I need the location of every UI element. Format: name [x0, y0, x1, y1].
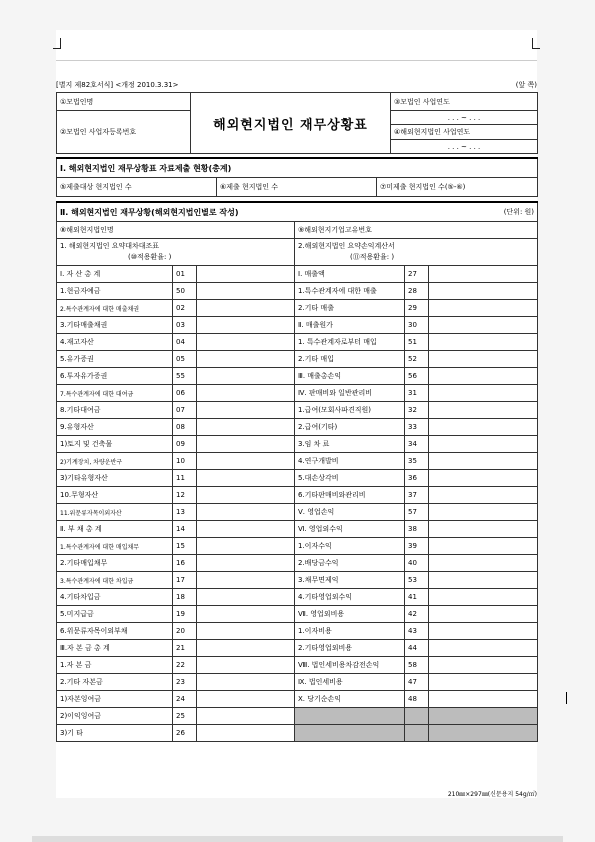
is-item-code: 41	[405, 589, 429, 606]
bs-item-label: 2)기계장치, 차량운반구	[57, 453, 173, 470]
bs-item-label: 11.위문류자목이외자산	[57, 504, 173, 521]
table-row	[57, 623, 538, 640]
page-header-area	[56, 30, 537, 61]
is-item-amount[interactable]	[429, 300, 538, 317]
is-item-amount[interactable]	[429, 385, 538, 402]
is-item-label: Ⅳ. 판매비와 일반관리비	[295, 385, 405, 402]
is-item-amount[interactable]	[429, 623, 538, 640]
unit-label: (단위: 원)	[405, 202, 538, 222]
is-item-amount[interactable]	[429, 470, 538, 487]
bs-item-label: 10.무형자산	[57, 487, 173, 504]
is-header-title: 2.해외현지법인 요약손익계산서	[298, 242, 395, 250]
bs-item-amount[interactable]	[197, 691, 295, 708]
is-item-label: Ⅹ. 당기순손익	[295, 691, 405, 708]
bs-item-label: 1.특수관계자에 대한 매입채무	[57, 538, 173, 555]
bs-item-label: 5.유가증권	[57, 351, 173, 368]
table-row	[57, 640, 538, 657]
table-row	[57, 589, 538, 606]
is-item-amount[interactable]	[429, 572, 538, 589]
bs-item-amount[interactable]	[197, 572, 295, 589]
bs-item-label: 1.현금자예금	[57, 283, 173, 300]
bs-item-amount[interactable]	[197, 657, 295, 674]
field-sub-id[interactable]: ⑨해외현지기업고유번호	[295, 222, 538, 239]
is-item-amount	[429, 708, 538, 725]
table-row	[57, 487, 538, 504]
bs-item-code: 11	[173, 470, 197, 487]
table-row	[57, 674, 538, 691]
horizontal-scrollbar[interactable]	[32, 836, 563, 842]
is-item-label	[295, 725, 405, 742]
bs-item-amount[interactable]	[197, 555, 295, 572]
bs-item-amount[interactable]	[197, 606, 295, 623]
is-item-amount[interactable]	[429, 453, 538, 470]
is-item-code: 48	[405, 691, 429, 708]
bs-item-label: Ⅱ. 부 채 총 계	[57, 521, 173, 538]
is-item-label: 2.기타영업외비용	[295, 640, 405, 657]
is-item-label: Ⅷ. 법인세비용차감전손익	[295, 657, 405, 674]
table-row	[57, 504, 538, 521]
field-parent-biz-number[interactable]: ②모법인 사업자등록번호	[57, 111, 191, 154]
bs-item-amount[interactable]	[197, 368, 295, 385]
crop-mark	[532, 48, 540, 49]
bs-item-amount[interactable]	[197, 436, 295, 453]
is-item-code: 40	[405, 555, 429, 572]
is-item-amount[interactable]	[429, 589, 538, 606]
is-item-code: 39	[405, 538, 429, 555]
form-label: [별지 제82호서식] <개정 2010.3.31>	[56, 81, 179, 89]
is-item-code	[405, 725, 429, 742]
bs-item-label: 2)이익잉여금	[57, 708, 173, 725]
form-title: 해외현지법인 재무상황표	[191, 93, 391, 154]
is-header-rate[interactable]: (⑪적용환율: )	[350, 253, 395, 261]
bs-item-code: 50	[173, 283, 197, 300]
table-row	[57, 572, 538, 589]
is-header	[295, 239, 538, 266]
bs-item-amount[interactable]	[197, 266, 295, 283]
is-item-label: 1.이자수익	[295, 538, 405, 555]
table-row	[57, 402, 538, 419]
bs-item-code: 16	[173, 555, 197, 572]
table-row	[57, 708, 538, 725]
table-row	[57, 606, 538, 623]
table-row	[57, 419, 538, 436]
bs-item-label: 1)토지 및 건축물	[57, 436, 173, 453]
bs-item-label: 3)기타유형자산	[57, 470, 173, 487]
is-item-label: Ⅲ. 매출총손익	[295, 368, 405, 385]
bs-item-amount[interactable]	[197, 283, 295, 300]
is-item-code: 38	[405, 521, 429, 538]
is-item-label: 3.채무면제익	[295, 572, 405, 589]
bs-item-code: 15	[173, 538, 197, 555]
bs-item-code: 21	[173, 640, 197, 657]
bs-item-code: 12	[173, 487, 197, 504]
bs-item-label: 2.기타 자본금	[57, 674, 173, 691]
is-item-amount	[429, 725, 538, 742]
bs-item-code: 07	[173, 402, 197, 419]
section2-title: Ⅱ. 해외현지법인 재무상황(해외현지법인별로 작성)	[57, 202, 405, 222]
bs-item-code: 01	[173, 266, 197, 283]
is-item-label: Ⅴ. 영업손익	[295, 504, 405, 521]
s1-missing-count[interactable]: ⑦미제출 현지법인 수(⑤-⑥)	[377, 178, 538, 197]
is-item-amount[interactable]	[429, 419, 538, 436]
is-item-label: Ⅶ. 영업외비용	[295, 606, 405, 623]
bs-item-code: 06	[173, 385, 197, 402]
paper-spec: 210㎜×297㎜(신문용지 54g/㎡)	[447, 791, 537, 798]
bs-item-amount[interactable]	[197, 725, 295, 742]
bs-item-label: 6.투자유가증권	[57, 368, 173, 385]
bs-item-amount[interactable]	[197, 385, 295, 402]
field-sub-name[interactable]: ⑧해외현지법인명	[57, 222, 295, 239]
bs-item-code: 55	[173, 368, 197, 385]
bs-item-label: 3.기타매출채권	[57, 317, 173, 334]
is-item-amount[interactable]	[429, 283, 538, 300]
bs-item-label: 9.유형자산	[57, 419, 173, 436]
is-item-code: 32	[405, 402, 429, 419]
bs-item-amount[interactable]	[197, 589, 295, 606]
is-item-amount[interactable]	[429, 538, 538, 555]
table-row	[57, 436, 538, 453]
s1-submitted-count[interactable]: ⑥제출 현지법인 수	[217, 178, 377, 197]
table-row	[57, 521, 538, 538]
is-item-code: 36	[405, 470, 429, 487]
is-item-code: 43	[405, 623, 429, 640]
is-item-code: 57	[405, 504, 429, 521]
is-item-amount[interactable]	[429, 504, 538, 521]
bs-item-code: 19	[173, 606, 197, 623]
bs-item-label: 2.기타매입채무	[57, 555, 173, 572]
is-item-label: Ⅰ. 매출액	[295, 266, 405, 283]
bs-item-code: 25	[173, 708, 197, 725]
bs-item-amount[interactable]	[197, 334, 295, 351]
table-row	[57, 470, 538, 487]
bs-item-amount[interactable]	[197, 351, 295, 368]
bs-item-amount[interactable]	[197, 419, 295, 436]
table-row	[57, 334, 538, 351]
table-row	[57, 691, 538, 708]
is-item-amount[interactable]	[429, 334, 538, 351]
bs-item-code: 14	[173, 521, 197, 538]
bs-item-label: Ⅰ. 자 산 총 계	[57, 266, 173, 283]
is-item-amount[interactable]	[429, 402, 538, 419]
document-page	[56, 30, 537, 798]
bs-item-amount[interactable]	[197, 521, 295, 538]
bs-item-label: 5.미지급금	[57, 606, 173, 623]
bs-item-label: 3.특수관계자에 대한 차입금	[57, 572, 173, 589]
table-row	[57, 725, 538, 742]
bs-item-amount[interactable]	[197, 640, 295, 657]
is-item-amount[interactable]	[429, 657, 538, 674]
is-item-code: 42	[405, 606, 429, 623]
table-row	[57, 283, 538, 300]
bs-item-label: 6.위문류자목이외부채	[57, 623, 173, 640]
bs-item-label: Ⅲ.자 본 금 총 계	[57, 640, 173, 657]
is-item-code: 35	[405, 453, 429, 470]
crop-mark	[60, 38, 61, 48]
bs-item-amount[interactable]	[197, 487, 295, 504]
is-item-code: 52	[405, 351, 429, 368]
is-item-amount[interactable]	[429, 317, 538, 334]
bs-item-code: 18	[173, 589, 197, 606]
bs-header-title: 1. 해외현지법인 요약대차대조표	[60, 242, 160, 250]
is-item-label: 1.특수관계자에 대한 매출	[295, 283, 405, 300]
is-item-label: 3.임 차 료	[295, 436, 405, 453]
is-item-label: 1. 특수관계자로부터 매입	[295, 334, 405, 351]
bs-item-amount[interactable]	[197, 300, 295, 317]
crop-mark	[53, 48, 61, 49]
field-parent-fiscal-year[interactable]: ③모법인 사업연도	[391, 93, 538, 111]
bs-item-code: 17	[173, 572, 197, 589]
field-sub-fiscal-year[interactable]: ④해외현지법인 사업연도	[391, 125, 538, 140]
bs-item-label: 4.재고자산	[57, 334, 173, 351]
bs-item-amount[interactable]	[197, 674, 295, 691]
bs-item-code: 05	[173, 351, 197, 368]
table-row	[57, 300, 538, 317]
is-item-code: 44	[405, 640, 429, 657]
is-item-label: 5.대손상각비	[295, 470, 405, 487]
bs-item-code: 13	[173, 504, 197, 521]
text-cursor	[566, 692, 567, 704]
bs-item-label: 4.기타차입금	[57, 589, 173, 606]
bs-item-label: 1.자 본 금	[57, 657, 173, 674]
bs-item-amount[interactable]	[197, 317, 295, 334]
table-row	[57, 351, 538, 368]
is-item-label	[295, 708, 405, 725]
is-item-amount[interactable]	[429, 436, 538, 453]
section1-table	[56, 157, 538, 197]
is-item-amount[interactable]	[429, 266, 538, 283]
bs-item-code: 08	[173, 419, 197, 436]
bs-header	[57, 239, 295, 266]
is-item-amount[interactable]	[429, 674, 538, 691]
form-table-area	[56, 92, 537, 742]
header-table	[56, 92, 538, 154]
is-item-label: Ⅱ. 매출원가	[295, 317, 405, 334]
financial-rows	[57, 266, 538, 742]
front-label: (앞 쪽)	[515, 81, 537, 89]
is-item-code: 29	[405, 300, 429, 317]
is-item-code	[405, 708, 429, 725]
is-item-code: 34	[405, 436, 429, 453]
bs-item-code: 20	[173, 623, 197, 640]
bs-item-amount[interactable]	[197, 470, 295, 487]
bs-item-amount[interactable]	[197, 538, 295, 555]
is-item-amount[interactable]	[429, 606, 538, 623]
table-row	[57, 538, 538, 555]
section2-table	[56, 201, 538, 742]
bs-item-label: 7.특수관계자에 대한 대여금	[57, 385, 173, 402]
is-item-code: 30	[405, 317, 429, 334]
bs-item-amount[interactable]	[197, 623, 295, 640]
form-topbar	[56, 80, 537, 90]
is-item-label: Ⅵ. 영업외수익	[295, 521, 405, 538]
table-row	[57, 368, 538, 385]
bs-item-code: 10	[173, 453, 197, 470]
sub-fiscal-date[interactable]: . . . ~ . . .	[391, 140, 538, 154]
bs-header-rate[interactable]: (⑩적용환율: )	[128, 253, 172, 261]
is-item-code: 53	[405, 572, 429, 589]
is-item-amount[interactable]	[429, 351, 538, 368]
table-row	[57, 657, 538, 674]
is-item-label: Ⅸ. 법인세비용	[295, 674, 405, 691]
table-row	[57, 385, 538, 402]
bs-item-label: 3)기 타	[57, 725, 173, 742]
is-item-code: 56	[405, 368, 429, 385]
is-item-label: 2.배당금수익	[295, 555, 405, 572]
parent-fiscal-date[interactable]: . . . ~ . . .	[391, 111, 538, 125]
bs-item-code: 22	[173, 657, 197, 674]
bs-item-amount[interactable]	[197, 708, 295, 725]
is-item-amount[interactable]	[429, 521, 538, 538]
bs-item-amount[interactable]	[197, 453, 295, 470]
bs-item-label: 8.기타대여금	[57, 402, 173, 419]
is-item-amount[interactable]	[429, 487, 538, 504]
table-row	[57, 555, 538, 572]
table-row	[57, 266, 538, 283]
is-item-amount[interactable]	[429, 555, 538, 572]
is-item-label: 1.이자비용	[295, 623, 405, 640]
is-item-code: 28	[405, 283, 429, 300]
is-item-code: 37	[405, 487, 429, 504]
is-item-label: 2.기타 매입	[295, 351, 405, 368]
s1-target-count[interactable]: ⑤제출대상 현지법인 수	[57, 178, 217, 197]
table-row	[57, 317, 538, 334]
is-item-amount[interactable]	[429, 640, 538, 657]
is-item-label: 4.연구개발비	[295, 453, 405, 470]
field-parent-name[interactable]: ①모법인명	[57, 93, 191, 111]
bs-item-code: 02	[173, 300, 197, 317]
is-item-label: 1.급여(모회사파견직원)	[295, 402, 405, 419]
bs-item-amount[interactable]	[197, 504, 295, 521]
bs-item-code: 26	[173, 725, 197, 742]
bs-item-code: 23	[173, 674, 197, 691]
is-item-label: 2.급여(기타)	[295, 419, 405, 436]
bs-item-code: 24	[173, 691, 197, 708]
is-item-code: 27	[405, 266, 429, 283]
is-item-amount[interactable]	[429, 368, 538, 385]
bs-item-code: 04	[173, 334, 197, 351]
is-item-code: 31	[405, 385, 429, 402]
bs-item-code: 09	[173, 436, 197, 453]
is-item-code: 51	[405, 334, 429, 351]
table-row	[57, 453, 538, 470]
is-item-amount[interactable]	[429, 691, 538, 708]
is-item-code: 47	[405, 674, 429, 691]
bs-item-label: 2.특수관계자에 대한 매출채권	[57, 300, 173, 317]
bs-item-amount[interactable]	[197, 402, 295, 419]
crop-mark	[532, 38, 533, 48]
is-item-label: 4.기타영업외수익	[295, 589, 405, 606]
is-item-label: 6.기타판매비와관리비	[295, 487, 405, 504]
bs-item-label: 1)자본잉여금	[57, 691, 173, 708]
is-item-label: 2.기타 매출	[295, 300, 405, 317]
section1-title: Ⅰ. 해외현지법인 재무상황표 자료제출 현황(총계)	[57, 158, 538, 178]
bs-item-code: 03	[173, 317, 197, 334]
is-item-code: 33	[405, 419, 429, 436]
is-item-code: 58	[405, 657, 429, 674]
